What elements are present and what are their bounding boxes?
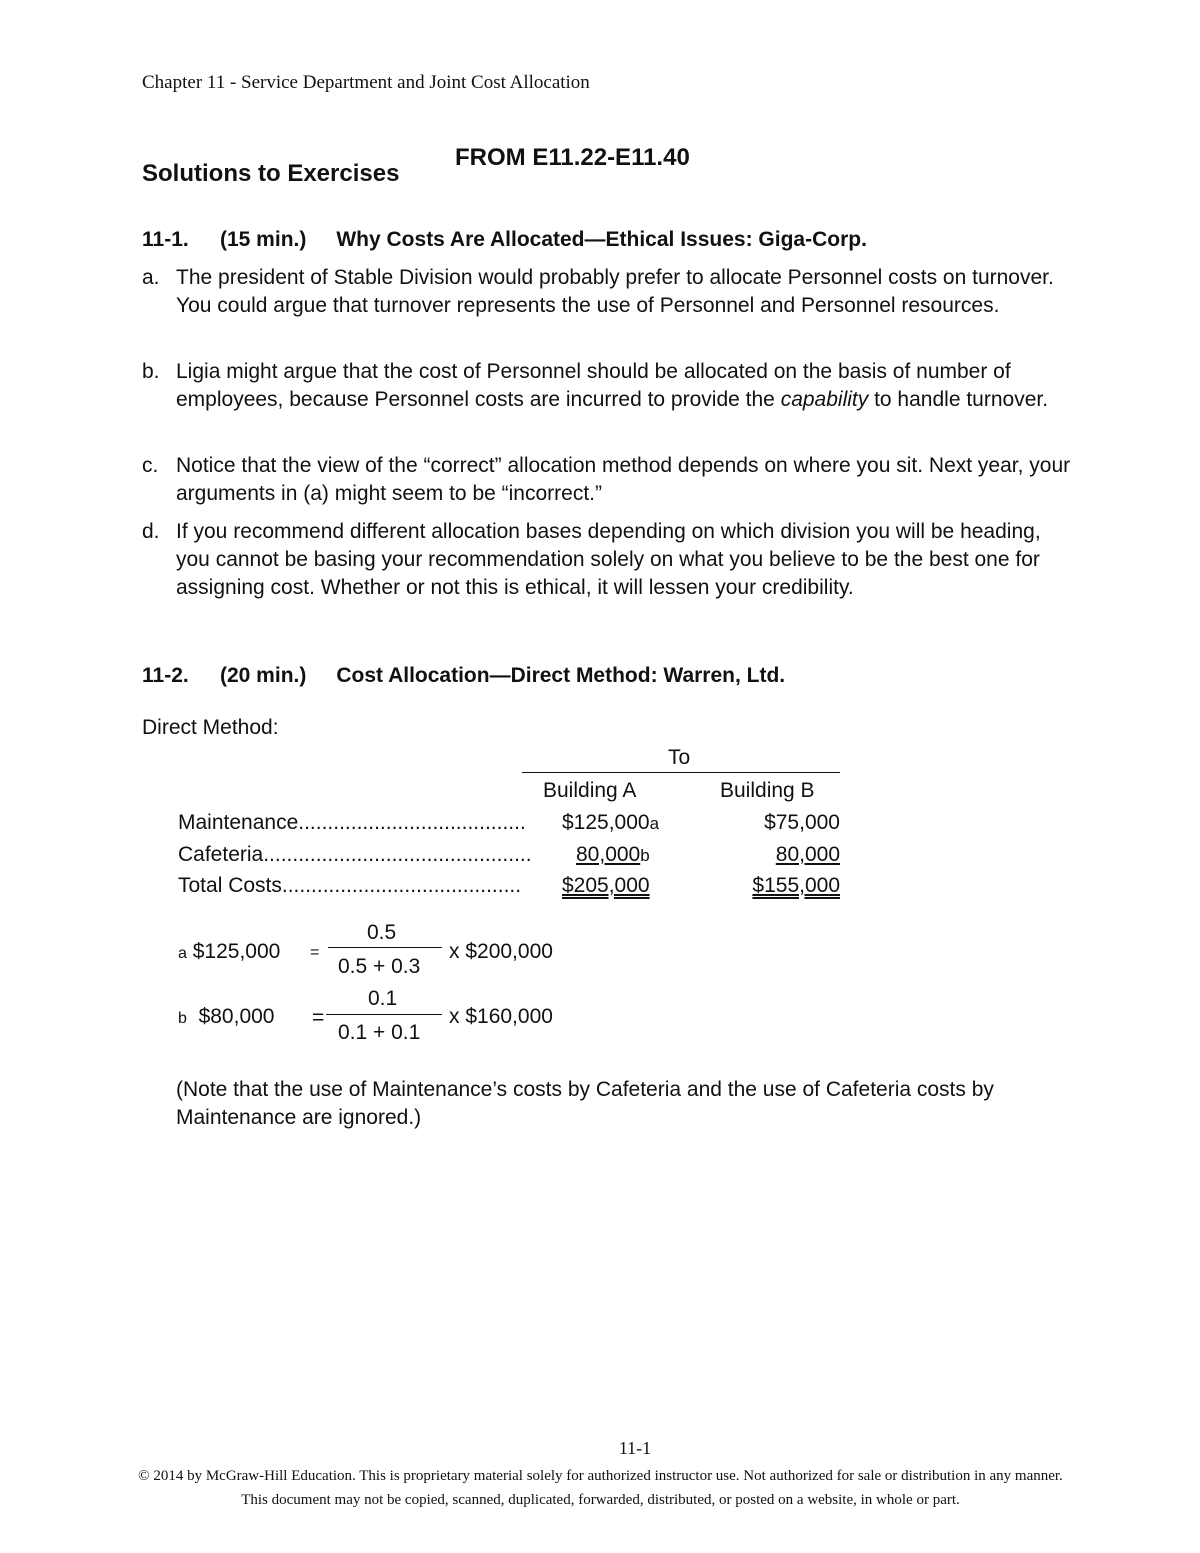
running-head: Chapter 11 - Service Department and Joint Cost Allocation: [142, 72, 590, 93]
footnote-amount: $80,000: [198, 1005, 275, 1028]
exercise-heading-11-1: [142, 228, 867, 252]
fraction-bar: [326, 1014, 442, 1015]
item-text: The president of Stable Division would probably prefer to allocate Personnel costs on turnover. You could argue that turnover represents the use of Personnel and Personnel resources.: [176, 266, 1054, 317]
answer-item-d: [142, 518, 1072, 630]
row-label-maintenance: Maintenance.......................................: [178, 811, 526, 834]
column-header-building-b: Building B: [720, 779, 815, 802]
footnote-b-multiplier: x $160,000: [449, 1005, 553, 1028]
title-range: FROM E11.22-E11.40: [455, 144, 690, 171]
item-label: c.: [142, 454, 159, 477]
exercise-time: (15 min.): [220, 228, 307, 251]
copyright-notice: © 2014 by McGraw-Hill Education. This is proprietary material solely for authorized instructor use. Not authorized for sale or distribution in any manner. This document may not be copied, scanned, duplicated, forwarded, distributed, or posted on a website, in whole or part.: [138, 1468, 1063, 1508]
exercise-heading-11-2: [142, 664, 785, 688]
row-label-total: Total Costs.........................................: [178, 874, 522, 897]
note-paragraph: (Note that the use of Maintenance’s costs by Cafeteria and the use of Cafeteria costs by Maintenance are ignored.): [176, 1078, 994, 1129]
cell-cafeteria-a: 80,000b: [576, 843, 650, 866]
footnote-mark: b: [178, 1010, 187, 1027]
cell-total-b: $155,000: [752, 874, 840, 897]
page-number: 11-1: [618, 1438, 652, 1458]
exercise-topic: Cost Allocation—Direct Method: Warren, Ltd.: [336, 664, 786, 687]
row-label-cafeteria: Cafeteria..............................................: [178, 843, 532, 866]
footnote-a: [178, 940, 280, 964]
footnote-a-numerator: 0.5: [367, 921, 397, 944]
header-rule: [522, 772, 840, 773]
item-text: Notice that the view of the “correct” allocation method depends on where you sit. Next year, your arguments in (a) might seem to be “incorrect.”: [176, 454, 1071, 505]
footnote-b-numerator: 0.1: [368, 987, 398, 1010]
item-label: a.: [142, 266, 160, 289]
answer-item-c: [142, 452, 1072, 508]
item-label: b.: [142, 360, 160, 383]
cell-maintenance-b: $75,000: [764, 811, 840, 834]
footnote-a-multiplier: x $200,000: [449, 940, 553, 963]
footnote-a-equals: =: [310, 944, 320, 961]
column-header-building-a: Building A: [543, 779, 637, 802]
exercise-time: (20 min.): [220, 664, 307, 687]
answer-item-a: [142, 264, 1072, 348]
answer-item-b: [142, 358, 1072, 442]
cell-total-a: $205,000: [562, 874, 650, 897]
footnote-b-denominator: 0.1 + 0.1: [338, 1021, 421, 1044]
footnote-b: [178, 1005, 275, 1029]
exercise-number: 11-1.: [142, 228, 189, 251]
footnote-a-denominator: 0.5 + 0.3: [338, 955, 421, 978]
cell-cafeteria-b: 80,000: [775, 843, 840, 866]
exercise-topic: Why Costs Are Allocated—Ethical Issues: Giga-Corp.: [336, 228, 867, 251]
footnote-b-equals: =: [312, 1006, 325, 1029]
cell-maintenance-a: $125,000a: [562, 811, 660, 834]
item-text: If you recommend different allocation bases depending on which division you will be heading, you cannot be basing your recommendation solely on what you believe to be the best one for assigning cost. Whether or not this is ethical, it will lessen your credibility.: [176, 520, 1041, 599]
table-to-header: To: [668, 746, 691, 769]
footnote-amount: $125,000: [192, 940, 281, 963]
method-label: Direct Method:: [142, 716, 279, 739]
exercise-number: 11-2.: [142, 664, 189, 687]
footnote-mark: a: [178, 945, 187, 962]
item-text: Ligia might argue that the cost of Personnel should be allocated on the basis of number of employees, because Personnel costs are incurred to provide the capability to handle turnover.: [176, 360, 1049, 411]
item-label: d.: [142, 520, 160, 543]
page-title: Solutions to Exercises: [142, 160, 400, 187]
fraction-bar: [328, 947, 442, 948]
